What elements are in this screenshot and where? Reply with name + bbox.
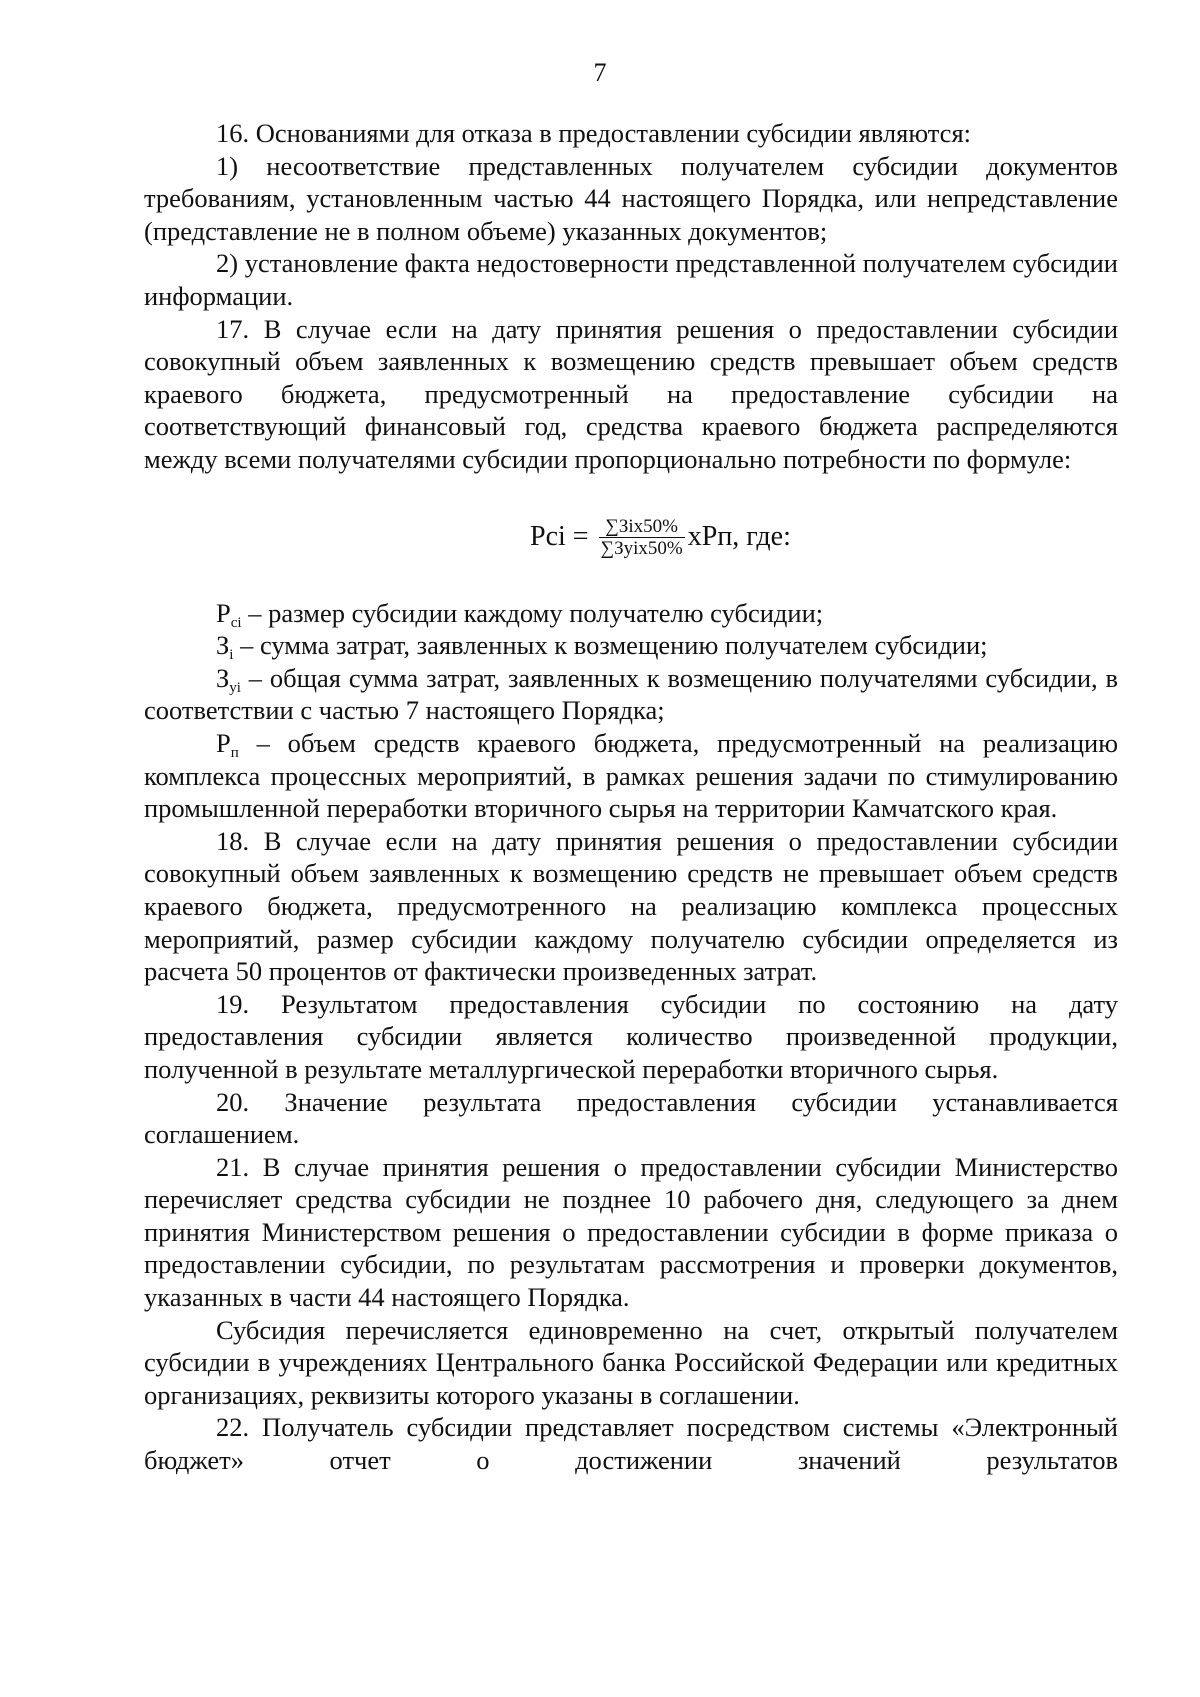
- subsidy-formula: [144, 516, 1118, 559]
- formula-denominator: ∑Зуix50%: [600, 537, 683, 559]
- definition-symbol: З: [216, 630, 230, 661]
- paragraph-16-item-1: 1) несоответствие представленных получателем субсидии документов требованиям, установленным частью 44 настоящего Порядка, или непредставление (представление не в полном объеме) указанных документов;: [144, 150, 1118, 246]
- paragraph-16-item-2: 2) установление факта недостоверности представленной получателем субсидии информации.: [144, 248, 1118, 311]
- definition-subscript: i: [229, 647, 234, 664]
- paragraph-16: 16. Основаниями для отказа в предоставлении субсидии являются:: [216, 118, 971, 148]
- definition-text: – размер субсидии каждому получателю субсидии;: [241, 597, 824, 628]
- definition-text: – объем средств краевого бюджета, предусмотренный на реализацию комплекса процессных мероприятий, в рамках решения задачи по стимулированию промышленной переработки вторичного сырья на территории Камчатского края.: [144, 727, 1118, 824]
- paragraph-21-transfer: Субсидия перечисляется единовременно на счет, открытый получателем субсидии в учреждениях Центрального банка Российской Федерации или кредитных организациях, реквизиты которого указаны в соглашении.: [144, 1314, 1118, 1410]
- formula-rhs: xPп, где:: [687, 521, 791, 553]
- paragraph-20: 20. Значение результата предоставления субсидии устанавливается соглашением.: [144, 1086, 1118, 1150]
- paragraph-18: 18. В случае если на дату принятия решения о предоставлении субсидии совокупный объем заявленных к возмещению средств не превышает объем средств краевого бюджета, предусмотренного на реализацию комплекса процессных мероприятий, размер субсидии каждому получателю субсидии определяется из расчета 50 процентов от фактически произведенных затрат.: [144, 825, 1118, 987]
- definition-text: – сумма затрат, заявленных к возмещению получателем субсидии;: [233, 630, 988, 661]
- document-body: [144, 117, 1118, 1477]
- page-number: 7: [593, 58, 607, 87]
- definition-symbol: P: [216, 597, 231, 628]
- paragraph-17: 17. В случае если на дату принятия решения о предоставлении субсидии совокупный объем заявленных к возмещению средств превышает объем средств краевого бюджета, предусмотренный на предоставление субсидии на соответствующий финансовый год, средства краевого бюджета распределяются между всеми получателями субсидии пропорционально потребности по формуле:: [144, 313, 1118, 474]
- definition-symbol: З: [216, 662, 230, 693]
- paragraph-22: 22. Получатель субсидии представляет посредством системы «Электронный бюджет» отчет о достижении значений результатов: [144, 1412, 1118, 1476]
- formula-fraction: [599, 516, 685, 559]
- definition-zyi: [144, 662, 1118, 727]
- formula-lhs: Pci =: [530, 521, 589, 553]
- definition-subscript: ci: [230, 614, 242, 631]
- definition-zi: [144, 629, 1118, 662]
- paragraph-21: 21. В случае принятия решения о предоставлении субсидии Министерство перечисляет средства субсидии не позднее 10 рабочего дня, следующего за днем принятия Министерством решения о предоставлении субсидии в форме приказа о предоставлении субсидии, по результатам рассмотрения и проверки документов, указанных в части 44 настоящего Порядка.: [144, 1151, 1118, 1313]
- definition-symbol: P: [216, 727, 231, 758]
- definition-pci: [144, 597, 1118, 630]
- definition-text: – общая сумма затрат, заявленных к возмещению получателями субсидии, в соответствии с частью 7 настоящего Порядка;: [144, 662, 1118, 726]
- paragraph-19: 19. Результатом предоставления субсидии по состоянию на дату предоставления субсидии является количество произведенной продукции, полученной в результате металлургической переработки вторичного сырья.: [144, 988, 1118, 1084]
- definition-subscript: п: [230, 744, 239, 761]
- definition-subscript: yi: [229, 679, 241, 696]
- formula-numerator: ∑Зix50%: [599, 516, 685, 538]
- definition-pp: [144, 727, 1118, 825]
